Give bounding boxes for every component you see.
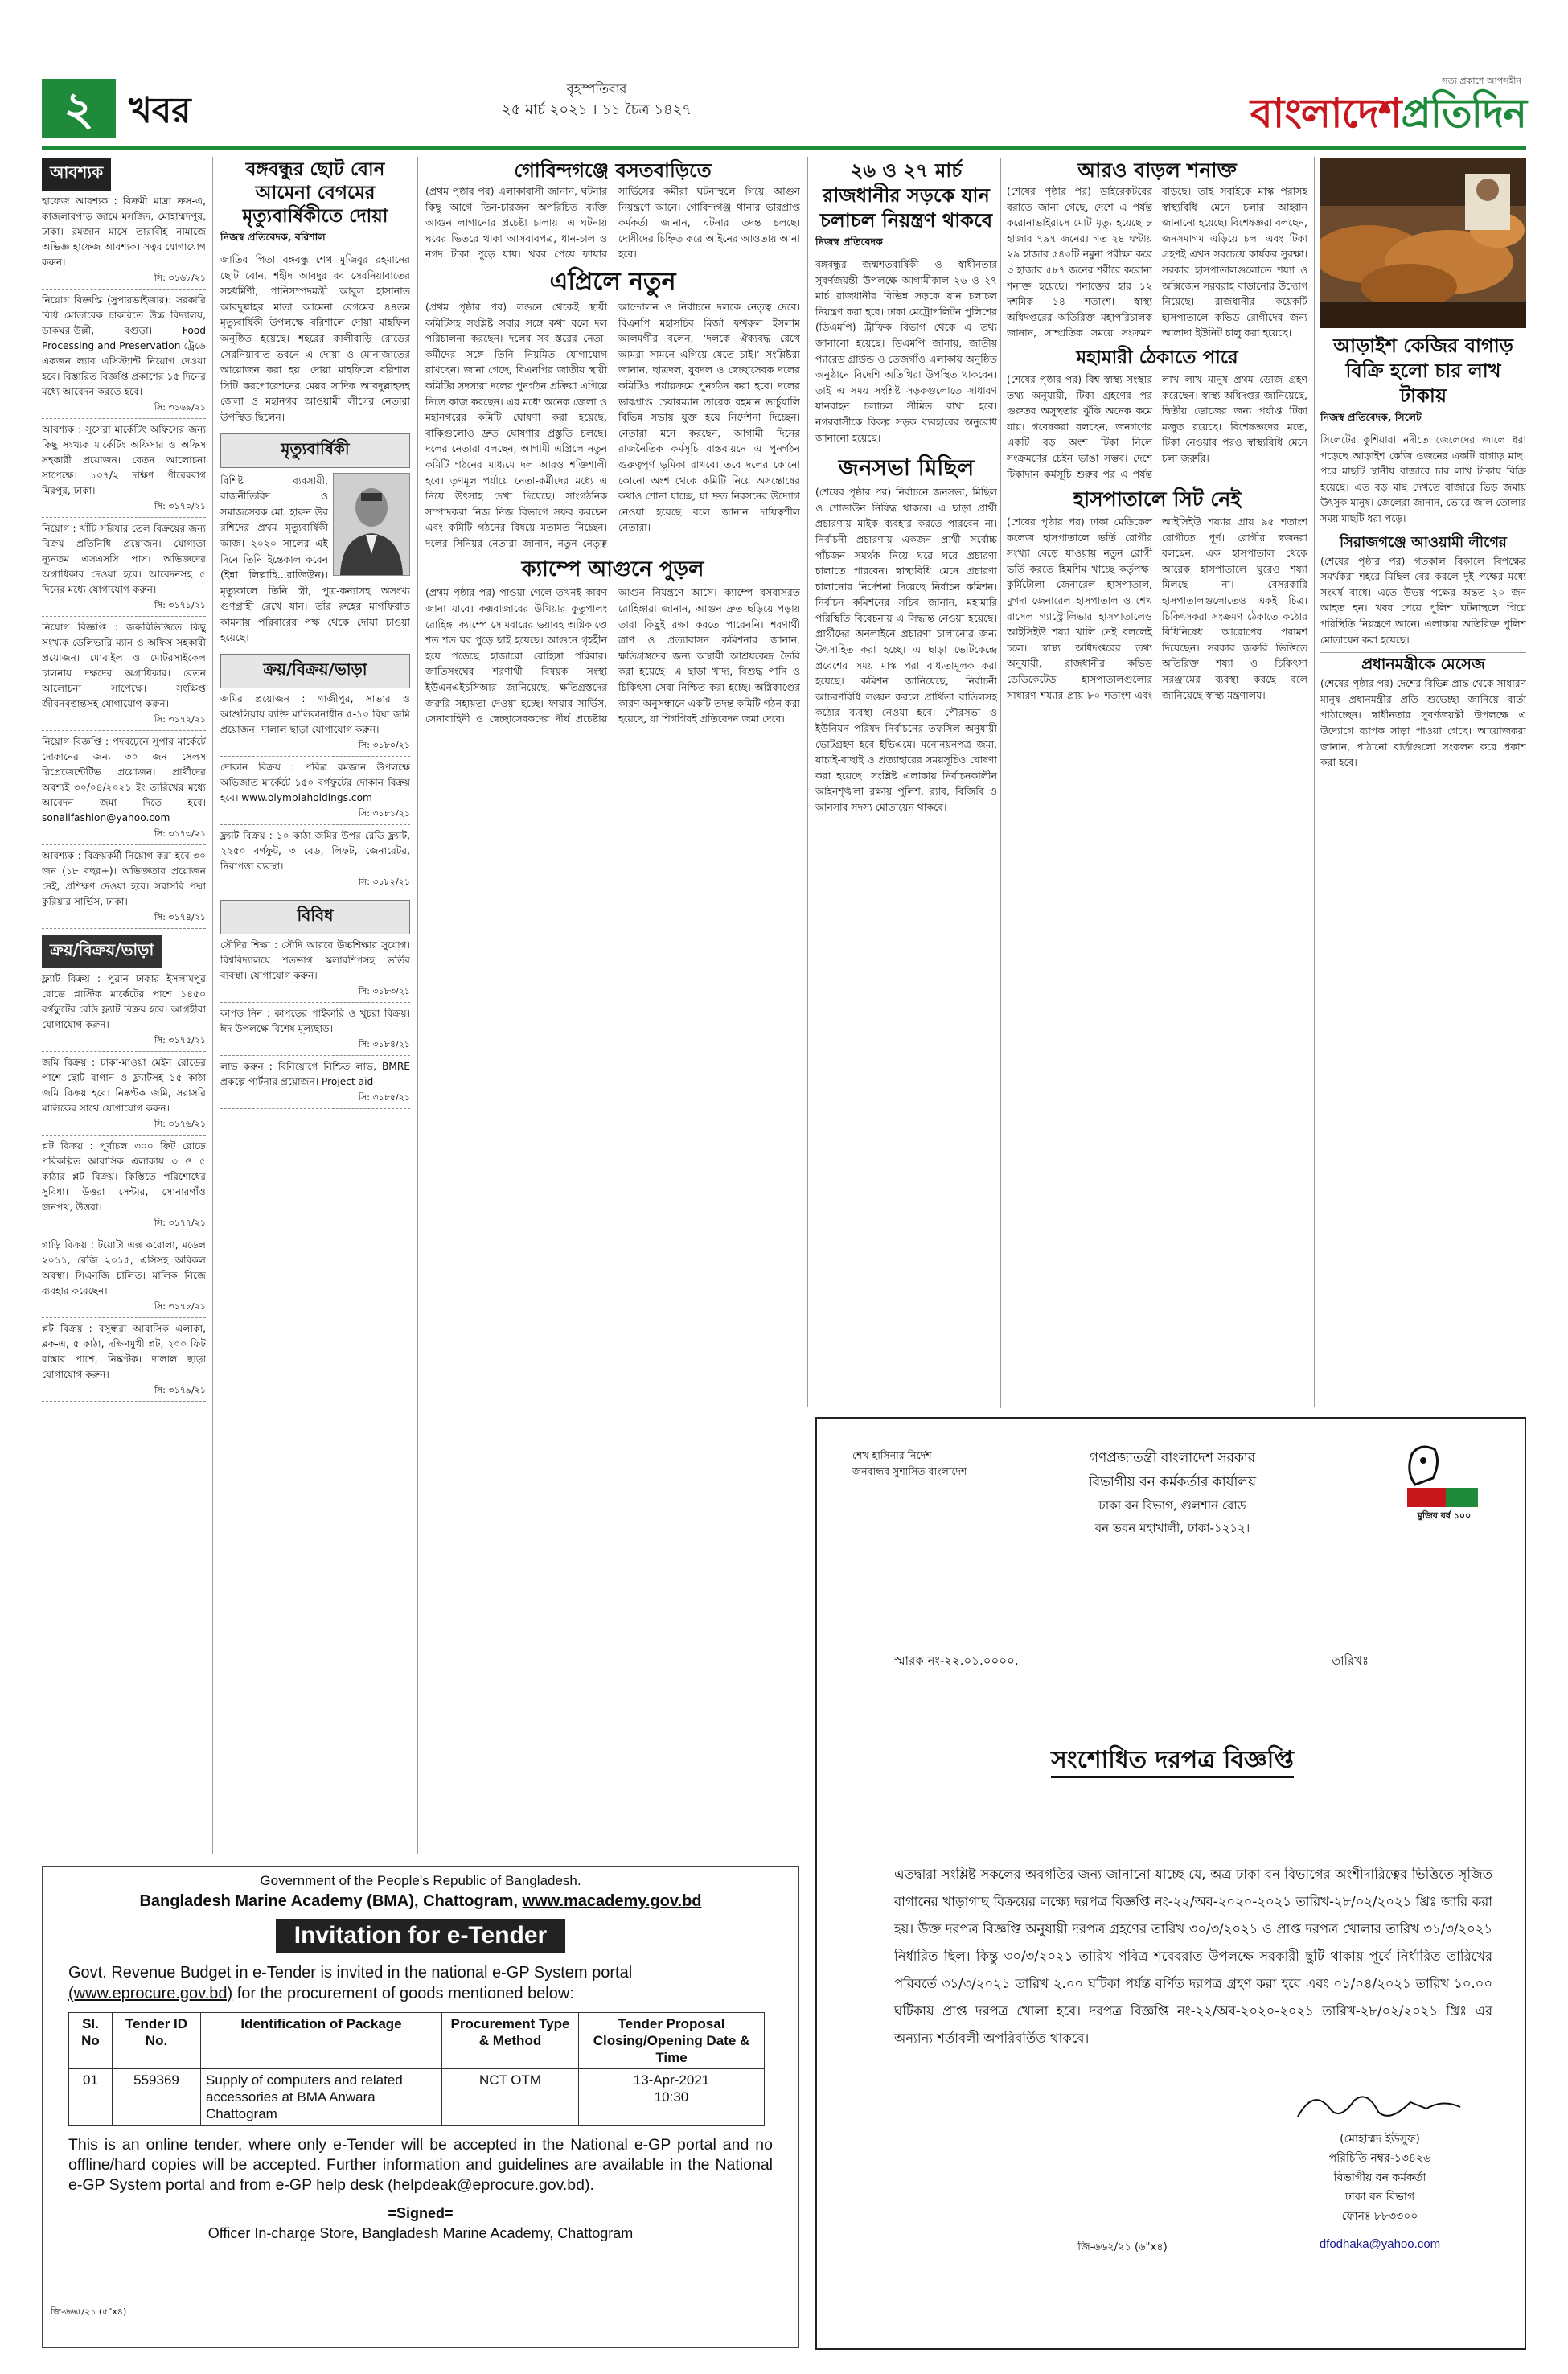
classified-ad [42,518,206,617]
bma-org-line [43,1892,798,1911]
classified-ad-text: প্লট বিক্রয় : পূর্বাচল ৩০০ ফিট রোডে পরিকল্পিত আবাসিক এলাকায় ৩ ও ৫ কাঠার প্লট বিক্রয়। কিস্তিতে পরিশোধের সুবিধা। উত্তরা সেন্টার, সোনারগাঁও জনপথ, উত্তরা। [42,1140,206,1213]
revised-tender-body: এতদ্বারা সংশ্লিষ্ট সকলের অবগতির জন্য জানানো যাচ্ছে যে, অত্র ঢাকা বন বিভাগের অংশীদারিত্বের ভিত্তিতে সৃজিত বাগানের খাড়াগাছ বিক্রয়ের লক্ষ্যে দরপত্র বিজ্ঞপ্তি নং-২২/অব-২০২০-২০২১ তারিখ-২৮/০২/২০২১ খ্রিঃ জারি করা হয়। উক্ত দরপত্র বিজ্ঞপ্তি অনুযায়ী দরপত্র গ্রহণের তারিখ ৩০/৩/২০২১ ও প্রাপ্ত দরপত্র খোলার তারিখ ৩১/৩/২০২১ নির্ধারিত ছিল। কিন্তু ৩০/৩/২০২১ তারিখ পবিত্র শবেবরাত উপলক্ষে সরকারী ছুটি থাকায় পূর্বে নির্ধারিত তারিখের পরিবর্তে ৩১/৩/২০২১ তারিখ ২.০০ ঘটিকা পর্যন্ত বর্ণিত দরপত্র গ্রহণ করা হবে এবং ০১/০৪/২০২১ তারিখ ১০.০০ ঘটিকায় প্রাপ্ত দরপত্র খোলা হবে। দরপত্র বিজ্ঞপ্তি নং-২২/অব-২০২০-২০২১ তারিখ-২৮/০২/২০২১ খ্রিঃ এর অন্যান্য শর্তাবলী অপরিবর্তিত থাকবে। [894,1867,1492,2046]
fish-market-photo [1320,158,1526,328]
classified-ad [220,757,410,825]
bma-intro [68,1962,773,2004]
classified-ad [42,1318,206,1402]
headline-gobindaganj[interactable]: গোবিন্দগঞ্জে বসতবাড়িতে [514,158,712,182]
signer-name: (মোহাম্মদ ইউসুফ) [1340,2133,1420,2146]
classified-ad [220,1056,410,1109]
article-gobindaganj: (প্রথম পৃষ্ঠার পর) এলাকাবাসী জানান, ঘটনার কিছু আগে তিন-চারজন অপরিচিত ব্যক্তি আগুন লাগানোর প্রচেষ্টা চালায়। এ ঘটনায় ঘরের ভিতরে থাকা আসবাবপত্র, ধান-চাল ও নগদ টাকা পুড়ে যায়। খবর পেয়ে ফায়ার সার্ভিসের কর্মীরা ঘটনাস্থলে গিয়ে আগুন নিয়ন্ত্রণে আনে। গোবিন্দগঞ্জ থানার ভারপ্রাপ্ত কর্মকর্তা জানান, ঘটনার তদন্ত চলছে। দোষীদের চিহ্নিত করে আইনের আওতায় আনা হবে। [425,185,800,261]
classified-ad-text: নিয়োগ বিজ্ঞপ্তি : জরুরিভিত্তিতে কিছু সংখ্যক ডেলিভারি ম্যান ও অফিস সহকারী প্রয়োজন। মোবাইল ও মোটরসাইকেল চালনায় দক্ষদের অগ্রাধিকার। বেতন আলোচনা সাপেক্ষে। সংক্ষিপ্ত জীবনবৃত্তান্তসহ যোগাযোগ করুন। [42,622,206,709]
gov-header [1012,1446,1333,1539]
classified-ad [42,617,206,731]
sale-heading-col2: ক্রয়/বিক্রয়/ভাড়া [220,654,410,688]
signer-office: ঢাকা বন বিভাগ [1344,2191,1415,2204]
classified-ad-text: প্লট বিক্রয় : বসুন্ধরা আবাসিক এলাকা, ব্লক-এ, ৫ কাঠা, দক্ষিণমুখী প্লট, ২০০ ফিট রাস্তার পাশে, নিষ্কণ্টক। দালাল ছাড়া যোগাযোগ করুন। [42,1323,206,1380]
col-header-closing-date: Tender Proposal Closing/Opening Date & Time [579,2013,765,2069]
classified-ad [42,731,206,845]
column-divider [417,157,418,1854]
gov-motto: শেখ হাসিনার নির্দেশ জনবান্ধব সুশাসিত বাংলাদেশ [852,1449,967,1477]
classified-ad-code: সি: ৩১৮২/২১ [358,877,410,888]
bma-note-text: This is an online tender, where only e-Tender will be accepted in the National e-GP portal and no offline/hard copies will be accepted. Further information and guidelines are available in the National e-GP System portal and from e-GP help desk [68,2136,773,2194]
classified-ad [42,1234,206,1318]
bma-intro-2: for the procurement of goods mentioned below: [236,1985,574,2002]
signature [1290,2084,1475,2130]
classified-list-col2 [220,688,410,893]
classified-heading-needed: আবশ্যক [42,158,111,191]
classified-ad [220,825,410,893]
signer-title: বিভাগীয় বন কর্মকর্তা [1333,2171,1426,2184]
eprocure-link[interactable]: (www.eprocure.gov.bd) [68,1985,233,2002]
classifieds-column [42,158,206,1854]
cell-closing-date-time: 10:30 [654,2089,689,2105]
classified-ad-text: কাপড় নিন : কাপড়ের পাইকারি ও খুচরা বিক্রয়। ঈদ উপলক্ষে বিশেষ মূল্যছাড়। [220,1008,410,1035]
egp-helpdesk-email[interactable]: (helpdeak@eprocure.gov.bd). [388,2176,594,2194]
obituary-heading: মৃত্যুবার্ষিকী [220,433,410,468]
classified-ad [220,1003,410,1056]
portrait-photo [333,473,410,576]
classified-ad-code: সি: ৩১৭৫/২১ [154,1035,206,1045]
classified-ad-text: জমির প্রয়োজন : গাজীপুর, সাভার ও আশুলিয়ায় ব্যক্তি মালিকানাধীন ৫-১০ বিঘা জমি প্রয়োজন। দালাল ছাড়া যোগাযোগ করুন। [220,693,410,736]
gov-email-link[interactable]: dfodhaka@yahoo.com [1319,2237,1441,2251]
classified-ad-text: ফ্ল্যাট বিক্রয় : ১০ কাঠা জমির উপর রেডি ফ্ল্যাট, ২২৫০ বর্গফুট, ৩ বেড, লিফট, জেনারেটর, নিরাপত্তা ব্যবস্থা। [220,830,410,873]
classified-ad [42,1136,206,1234]
headline-traffic[interactable]: ২৬ ও ২৭ মার্চ রাজধানীর সড়কে যান চলাচল নিয়ন্ত্রণ থাকবে [819,158,993,232]
cell-closing-date [579,2069,765,2126]
misc-list [220,934,410,1109]
gov-header-line: বন ভবন মহাখালী, ঢাকা-১২১২। [1094,1521,1250,1535]
newspaper-logo[interactable] [1108,72,1526,142]
classified-ad-text: জমি বিক্রয় : ঢাকা-মাওয়া মেইন রোডের পাশে ছোট বাগান ও ফ্ল্যাটসহ ১৫ কাঠা জমি বিক্রয় হবে। নিষ্কণ্টক জমি, সরাসরি মালিকের সাথে যোগাযোগ করুন। [42,1057,206,1114]
classified-ad [42,419,206,518]
obituary-text: বিশিষ্ট ব্যবসায়ী, রাজনীতিবিদ ও সমাজসেবক মো. হারুন উর রশিদের প্রথম মৃত্যুবার্ষিকী আজ। ২০২০ সালের এই দিনে তিনি ইন্তেকাল করেন (ইন্না লিল্লাহি...রাজিউন)। মৃত্যুকালে তিনি স্ত্রী, পুত্র-কন্যাসহ অসংখ্য গুণগ্রাহী রেখে যান। তাঁর রুহের মাগফিরাত কামনায় পরিবারের পক্ষ থেকে দোয়া চাওয়া হয়েছে। [220,474,410,644]
tender-table-header [69,2013,765,2069]
classified-ad [42,1052,206,1136]
article-traffic: বঙ্গবন্ধুর জন্মশতবার্ষিকী ও স্বাধীনতার সুবর্ণজয়ন্তী উপলক্ষে আগামীকাল ২৬ ও ২৭ মার্চ রাজধানীর বিভিন্ন সড়কে যান চলাচল নিয়ন্ত্রণ করা হবে। ঢাকা মেট্রোপলিটন পুলিশের (ডিএমপি) ট্রাফিক বিভাগ থেকে এ তথ্য জানানো হয়েছে। ডিএমপি জানায়, জাতীয় প্যারেড গ্রাউন্ড ও তেজগাঁও এলাকায় অনুষ্ঠিত অনুষ্ঠানে বিদেশি অতিথিরা উপস্থিত থাকবেন। তাই এ সময় সংশ্লিষ্ট সড়কগুলোতে সাধারণ যানবাহন চলাচল সীমিত রাখা হবে। নগরবাসীকে বিকল্প সড়ক ব্যবহারের অনুরোধ জানানো হয়েছে। [815,258,997,444]
byline-sylhet: নিজস্ব প্রতিবেদক, সিলেট [1320,411,1422,423]
classified-ad-code: সি: ৩১৮১/২১ [358,808,410,819]
bma-org-name: Bangladesh Marine Academy (BMA), Chattogram, [139,1892,518,1910]
headline-hospital[interactable]: হাসপাতালে সিট নেই [1073,487,1242,511]
section-title: খবর [129,90,191,131]
article-amena-begum: জাতির পিতা বঙ্গবন্ধু শেখ মুজিবুর রহমানের ছোট বোন, শহীদ আবদুর রব সেরনিয়াবাতের সহধর্মিণী, পানিসম্পদমন্ত্রী আবুল হাসানাত আবদুল্লাহর মাতা আমেনা বেগমের ৪৪তম মৃত্যুবার্ষিকী উপলক্ষে বরিশালে দোয়া মাহফিল অনুষ্ঠিত হয়েছে। শহরের কালীবাড়ি রোডের সেরনিয়াবাত ভবনে এ দোয়া ও মোনাজাতের আয়োজন করা হয়। দোয়া মাহফিলে বরিশাল সিটি করপোরেশনের মেয়র সাদিক আবদুল্লাহসহ জেলা ও মহানগর আওয়ামী লীগের নেতারা উপস্থিত ছিলেন। [220,253,410,423]
classified-ad [42,845,206,929]
column-divider [1314,157,1315,1407]
article-pm-message: (শেষের পৃষ্ঠার পর) দেশের বিভিন্ন প্রান্ত থেকে সাধারণ মানুষ প্রধানমন্ত্রীর প্রতি শুভেচ্ছা জানিয়ে বার্তা পাঠাচ্ছেন। স্বাধীনতার সুবর্ণজয়ন্তী উপলক্ষে এ উদ্যোগে ব্যাপক সাড়া পাওয়া গেছে। আয়োজকরা জানান, পাঠানো বার্তাগুলো সংকলন করে প্রকাশ করা হবে। [1320,677,1526,769]
article-pandemic: (শেষের পৃষ্ঠার পর) বিশ্ব স্বাস্থ্য সংস্থার তথ্য অনুযায়ী, টিকা গ্রহণের পর গুরুতর অসুস্থতার ঝুঁকি অনেক কমে যায়। গবেষকরা বলছেন, জনগণের একটি বড় অংশ টিকা নিলে সংক্রমণের চেইন ভাঙা সম্ভব। দেশে টিকাদান কর্মসূচি শুরুর পর এ পর্যন্ত লাখ লাখ মানুষ প্রথম ডোজ গ্রহণ করেছেন। স্বাস্থ্য অধিদপ্তর জানিয়েছে, দ্বিতীয় ডোজের জন্য পর্যাপ্ত টিকা মজুত রয়েছে। বিশেষজ্ঞদের মতে, টিকা নেওয়ার পরও স্বাস্থ্যবিধি মেনে চলা জরুরি। [1007,372,1307,480]
article-covid: (শেষের পৃষ্ঠার পর) ডাইরেকটরের বরাতে জানা গেছে, দেশে এ পর্যন্ত করোনাভাইরাসে মোট মৃত্যু হয়েছে ৮ হাজার ৭৯৭ জনের। গত ২৪ ঘণ্টায় ২৯ হাজার ৫৪০টি নমুনা পরীক্ষা করে ৩ হাজার ৫৮৭ জনের শরীরে করোনা শনাক্ত হয়েছে। শনাক্তের হার ১২ দশমিক ১৪ শতাংশ। স্বাস্থ্য অধিদপ্তরের অতিরিক্ত মহাপরিচালক জানান, সাম্প্রতিক সময়ে সংক্রমণ বাড়ছে। তাই সবাইকে মাস্ক পরাসহ স্বাস্থ্যবিধি মেনে চলার আহ্বান জানানো হয়েছে। বিশেষজ্ঞরা বলছেন, জনসমাগম এড়িয়ে চলা এবং টিকা গ্রহণই এখন সবচেয়ে কার্যকর সুরক্ষা। সরকার হাসপাতালগুলোতে শয্যা ও অক্সিজেন সরবরাহ বাড়ানোর উদ্যোগ নিয়েছে। রাজধানীর কয়েকটি হাসপাতালে কভিড রোগীদের জন্য আলাদা ইউনিট চালু করা হয়েছে। [1007,185,1307,339]
cell-sl: 01 [69,2069,113,2126]
classified-ad [42,191,206,290]
article-sirajganj: (শেষের পৃষ্ঠার পর) গতকাল বিকালে বিপক্ষের সমর্থকরা শহরে মিছিল বের করলে দুই পক্ষের মধ্যে সংঘর্ষ বাধে। এতে উভয় পক্ষের অন্তত ২০ জন আহত হন। খবর পেয়ে পুলিশ ঘটনাস্থলে গিয়ে পরিস্থিতি নিয়ন্ত্রণে আনে। এলাকায় অতিরিক্ত পুলিশ মোতায়েন করা হয়েছে। [1320,554,1526,646]
col-header-tender-id: Tender ID No. [113,2013,201,2069]
date-text: ২৫ মার্চ ২০২১ । ১১ চৈত্র ১৪২৭ [501,101,692,118]
bma-signed: =Signed= [388,2205,454,2221]
classified-ad-code: সি: ৩১৮৪/২১ [358,1039,410,1050]
bma-website-link[interactable]: www.macademy.gov.bd [522,1892,702,1910]
col-header-method: Procurement Type & Method [442,2013,579,2069]
column-three [425,158,800,1854]
misc-heading: বিবিধ [220,900,410,934]
column-six [1320,158,1526,1408]
mujib-logo-text: মুজিব বর্ষ ১০০ [1417,1510,1472,1521]
classified-heading-sale: ক্রয়/বিক্রয়/ভাড়া [42,935,162,968]
classified-ad-code: সি: ৩১৭১/২১ [154,600,206,610]
article-hospital: (শেষের পৃষ্ঠার পর) ঢাকা মেডিকেল কলেজ হাসপাতালে ভর্তি রোগীর সংখ্যা বেড়ে যাওয়ায় নতুন রোগী ভর্তি করতে হিমশিম খাচ্ছে কর্তৃপক্ষ। কুর্মিটোলা জেনারেল হাসপাতাল, মুগদা জেনারেল হাসপাতাল ও শেখ রাসেল গ্যাস্ট্রোলিভার হাসপাতালেও আইসিইউ শয্যা খালি নেই বললেই চলে। স্বাস্থ্য অধিদপ্তরের তথ্য অনুযায়ী, রাজধানীর কভিড ডেডিকেটেড হাসপাতালগুলোর সাধারণ শয্যার প্রায় ৮০ শতাংশ এবং আইসিইউ শয্যার প্রায় ৯৫ শতাংশ রোগীতে পূর্ণ। রোগীর স্বজনরা বলছেন, এক হাসপাতাল থেকে আরেক হাসপাতালে ঘুরেও শয্যা মিলছে না। বেসরকারি হাসপাতালগুলোতেও একই চিত্র। চিকিৎসকরা সংক্রমণ ঠেকাতে কঠোর বিধিনিষেধ আরোপের পরামর্শ দিয়েছেন। সরকার জরুরি ভিত্তিতে অতিরিক্ত শয্যা ও চিকিৎসা সরঞ্জামের ব্যবস্থা করছে বলে জানিয়েছে স্বাস্থ্য মন্ত্রণালয়। [1007,515,1307,701]
classified-ad-text: লাভ করুন : বিনিয়োগে নিশ্চিত লাভ, BMRE প্রকল্পে পার্টনার প্রয়োজন। Project aid [220,1061,410,1088]
tender-table [68,2012,765,2126]
bma-tender-title: Invitation for e-Tender [276,1919,565,1953]
classified-ad-text: গাড়ি বিক্রয় : টয়োটা এক্স করোলা, মডেল ২০১১, রেজি ২০১৫, এসিসহ অবিকল অবস্থা। সিএনজি চালিত। মালিক নিজে ব্যবহার করেছেন। [42,1239,206,1296]
revised-tender-title-text: সংশোধিত দরপত্র বিজ্ঞপ্তি [1051,1746,1294,1778]
page-number: ২ [42,79,116,138]
cell-tender-id: 559369 [113,2069,201,2126]
classified-ad-text: নিয়োগ : খাঁটি সরিষার তেল বিক্রয়ের জন্য বিক্রয় প্রতিনিধি প্রয়োজন। যোগ্যতা ন্যূনতম এসএসসি পাস। অভিজ্ঞদের অগ্রাধিকার দেওয়া হবে। আবেদনসহ ৫ দিনের মধ্যে যোগাযোগ করুন। [42,523,206,595]
article-rally: (শেষের পৃষ্ঠার পর) নির্বাচনে জনসভা, মিছিল ও শোডাউন নিষিদ্ধ থাকবে। এ ছাড়া প্রার্থী প্রচারণায় মাইক ব্যবহার করতে পারবেন না। নির্বাচনী প্রচারণায় একজন প্রার্থী সর্বোচ্চ পাঁচজন সমর্থক নিয়ে ঘরে ঘরে প্রচারণা চালাতে পারবেন। স্বাস্থ্যবিধি মেনে প্রচারণা চালানোর নির্দেশনা দিয়েছে নির্বাচন কমিশন। নির্বাচন কমিশনের সচিব জানান, মহামারি পরিস্থিতি বিবেচনায় এ সিদ্ধান্ত নেওয়া হয়েছে। প্রার্থীদের অনলাইনে প্রচারণা চালানোর জন্য উৎসাহিত করা হচ্ছে। এ ছাড়া ভোটকেন্দ্রে প্রবেশের সময় মাস্ক পরা বাধ্যতামূলক করা হয়েছে। কমিশন জানিয়েছে, নির্বাচনী আচরণবিধি লঙ্ঘন করলে প্রার্থিতা বাতিলসহ কঠোর ব্যবস্থা নেওয়া হবে। পৌরসভা ও ইউনিয়ন পরিষদ নির্বাচনের তফসিল অনুযায়ী ভোটগ্রহণ হবে ইভিএমে। মনোনয়নপত্র জমা, যাচাই-বাছাই ও প্রত্যাহারের সময়সূচিও ঘোষণা করা হয়েছে। সংশ্লিষ্ট এলাকায় নির্বাচনকালীন আইনশৃঙ্খলা রক্ষায় পুলিশ, র‌্যাব, বিজিবি ও আনসার সদস্য মোতায়েন থাকবে। [815,486,997,813]
classified-ad [42,968,206,1052]
classified-ad-code: সি: ৩১৭৯/২১ [154,1385,206,1395]
headline-pandemic[interactable]: মহামারী ঠেকাতে পারে [1076,346,1238,368]
headline-bagar-fish[interactable]: আড়াইশ কেজির বাগাড় বিক্রি হলো চার লাখ টাকায় [1333,334,1513,407]
article-rohingya-camp: (প্রথম পৃষ্ঠার পর) পাওয়া গেলে তখনই কারণ জানা যাবে। কক্সবাজারের উখিয়ার কুতুপালং রোহিঙ্গা ক্যাম্পে সোমবারের ভয়াবহ অগ্নিকাণ্ডে শত শত ঘর পুড়ে ছাই হয়েছে। আগুনে গৃহহীন হয়ে পড়েছে হাজারো রোহিঙ্গা পরিবার। জাতিসংঘের শরণার্থী বিষয়ক সংস্থা ইউএনএইচসিআর জানিয়েছে, ক্ষতিগ্রস্তদের জরুরি সহায়তা দেওয়া হচ্ছে। ফায়ার সার্ভিস, সেনাবাহিনী ও স্বেচ্ছাসেবকদের দীর্ঘ প্রচেষ্টায় আগুন নিয়ন্ত্রণে আসে। ক্যাম্পে বসবাসরত রোহিঙ্গারা জানান, আগুন দ্রুত ছড়িয়ে পড়ায় তারা কিছুই রক্ষা করতে পারেননি। শরণার্থী ত্রাণ ও প্রত্যাবাসন কমিশনার জানান, ক্ষতিগ্রস্তদের জন্য অস্থায়ী আশ্রয়কেন্দ্র তৈরি করা হয়েছে। এ ছাড়া খাদ্য, বিশুদ্ধ পানি ও চিকিৎসা সেবা নিশ্চিত করা হচ্ছে। অগ্নিকাণ্ডের কারণ অনুসন্ধানে একটি তদন্ত কমিটি গঠন করা হয়েছে, যা শিগগিরই প্রতিবেদন জমা দেবে। [425,586,800,725]
bma-etender-notice [42,1866,799,2348]
classified-ad-text: নিয়োগ বিজ্ঞপ্তি (সুপারভাইজার): সরকারি বিধি মোতাবেক চাকরিতে উচ্চ বিদ্যালয়, ডাকঘর-উল্লী, বগুড়া। Food Processing and Preservation ট্রেডে একজন ল্যাব এসিস্ট্যান্ট নিয়োগ দেওয়া হবে। বিস্তারিত বিজ্ঞপ্তি প্রকাশের ১৫ দিনের মধ্যে আবেদন করতে হবে। [42,294,206,397]
cell-package: Supply of computers and related accessories at BMA Anwara Chattogram [201,2069,442,2126]
bma-note [68,2135,773,2195]
classified-ad-code: সি: ৩১৭৭/২১ [154,1218,206,1228]
classified-ad-code: সি: ৩১৮৩/২১ [358,986,410,997]
headline-april[interactable]: এপ্রিলে নতুন [549,267,676,296]
cell-method: NCT OTM [442,2069,579,2126]
classified-ad [42,290,206,419]
table-row [69,2069,765,2126]
classified-ad-text: হাফেজ আবশ্যক : বিক্রমী মাদ্রা ক্রস-এ, কাজলারপাড় জামে মসজিদ, মোহাম্মদপুর, ঢাকা। রমজান মাসে তারাবীহ নামাজে অভিজ্ঞ হাফেজ আবশ্যক। সত্বর যোগাযোগ করুন। [42,195,206,268]
classified-ad-text: ফ্ল্যাট বিক্রয় : পুরান ঢাকার ইসলামপুর রোডে প্লাস্টিক মার্কেটের পাশে ১৪৫০ বর্গফুটের রেডি ফ্ল্যাট বিক্রয় হবে। আগ্রহীরা যোগাযোগ করুন। [42,973,206,1030]
classified-ad-text: নিয়োগ বিজ্ঞপ্তি : পদবঢ়েনে সুপার মার্কেটে দোকানের জন্য ৩০ জন সেলস রিপ্রেজেন্টেটিভ প্রয়োজন। প্রার্থীদের অবশ্যই ৩০/০৪/২০২১ ইং তারিখের মধ্যে আবেদন জমা দিতে হবে। sonalifashion@yahoo.com [42,736,206,824]
memo-date-label: তারিখঃ [1332,1653,1369,1668]
column-five [1007,158,1307,1408]
headline-rohingya-camp[interactable]: ক্যাম্পে আগুনে পুড়ল [521,557,704,582]
column-divider [807,157,808,1407]
mujib-borsho-logo [1396,1438,1492,1526]
day-name: বৃহস্পতিবার [566,81,627,97]
memo-number: স্মারক নং-২২.০১.০০০০. [894,1653,1019,1668]
signer-phone: ফোনঃ ৮৮৩৩০০ [1341,2210,1418,2223]
classified-list-needed [42,191,206,929]
masthead [42,72,1526,142]
signer-id: পরিচিতি নম্বর-১৩৪২৬ [1328,2152,1431,2165]
classified-ad-text: আবশ্যক : সুসেরা মার্কেটিং অফিসের জন্য কিছু সংখ্যক মার্কেটিং অফিসার ও অফিস সহকারী প্রয়োজন। বেতন আলোচনা সাপেক্ষে। ১০৭/২ দক্ষিণ পীরেরবাগ মিরপুর, ঢাকা। [42,424,206,496]
column-four [815,158,997,1408]
classified-ad-text: সৌদির শিক্ষা : সৌদি আরবে উচ্চশিক্ষার সুযোগ। বিশ্ববিদ্যালয়ে শতভাগ স্কলারশিপসহ ভর্তির ব্যবস্থা। যোগাযোগ করুন। [220,939,410,982]
classified-ad-code: সি: ৩১৭২/২১ [154,714,206,725]
article-bagar-fish: সিলেটের কুশিয়ারা নদীতে জেলেদের জালে ধরা পড়েছে আড়াইশ কেজি ওজনের একটি বাগাড় মাছ। পরে মাছটি স্থানীয় বাজারে চার লাখ টাকায় বিক্রি হয়েছে। এত বড় মাছ দেখতে বাজারে ভিড় জমায় উৎসুক মানুষ। জেলেরা জানান, ভোরে জাল তোলার সময় মাছটি ধরা পড়ে। [1320,433,1526,524]
classified-ad-text: দোকান বিক্রয় : পবিত্র রমজান উপলক্ষে অভিজাত মার্কেটে ১৫০ বর্গফুটের দোকান বিক্রয় হবে। www.olympiaholdings.com [220,762,410,804]
classified-ad-code: সি: ৩১৬৯/২১ [154,402,206,413]
gov-header-line: বিভাগীয় বন কর্মকর্তার কার্যালয় [1088,1474,1257,1490]
classified-ad-code: সি: ৩১৭০/২১ [154,501,206,511]
byline-barishal: নিজস্ব প্রতিবেদক, বরিশাল [220,231,326,243]
bma-intro-1: Govt. Revenue Budget in e-Tender is invited in the national e-GP System portal [68,1964,633,1982]
column-divider [212,157,213,1854]
signature-block [1267,2130,1492,2226]
logo-main: বাংলাদেশ [1250,89,1402,137]
bma-gd-number: জি-৬৬৫/২১ (৫"x৪) [51,2306,127,2317]
classified-ad-code: সি: ৩১৭৪/২১ [154,912,206,922]
forest-tender-notice [815,1417,1526,2350]
bma-officer: Officer In-charge Store, Bangladesh Marine Academy, Chattogram [207,2225,634,2241]
cell-closing-date-day: 13-Apr-2021 [633,2072,710,2088]
column-divider [1000,158,1001,1408]
col-header-package: Identification of Package [201,2013,442,2069]
headline-pm-message[interactable]: প্রধানমন্ত্রীকে মেসেজ [1320,652,1526,676]
classified-ad-text: আবশ্যক : বিক্রয়কর্মী নিয়োগ করা হবে ৩০ জন (১৮ বছর+)। অভিজ্ঞতার প্রয়োজন নেই, প্রশিক্ষণ দেওয়া হবে। সরাসরি পদ্মা কুরিয়ার সার্ভিস, ঢাকা। [42,850,206,907]
masthead-rule [42,146,1526,150]
bma-gov-line: Government of the People's Republic of Bangladesh. [260,1873,581,1888]
headline-amena-begum[interactable]: বঙ্গবন্ধুর ছোট বোন আমেনা বেগমের মৃত্যুবার্ষিকীতে দোয়া [242,158,388,227]
column-two [220,158,410,1854]
classified-ad [220,688,410,757]
byline-staff: নিজস্ব প্রতিবেদক [815,236,883,248]
classified-ad-code: সি: ৩১৮০/২১ [358,740,410,751]
col-header-sl: Sl. No [69,2013,113,2069]
article-april: (প্রথম পৃষ্ঠার পর) লন্ডনে থেকেই স্থায়ী কমিটিসহ সংশ্লিষ্ট সবার সঙ্গে কথা বলে দল পরিচালনা করছেন। দলের সব স্তরের নেতা-কর্মীদের সঙ্গে তিনি নিয়মিত যোগাযোগ রাখছেন। জানা গেছে, বিএনপির জাতীয় স্থায়ী কমিটির সদস্যরা দলের পুনর্গঠন প্রক্রিয়া এগিয়ে নিতে কাজ করছেন। এর মধ্যে অনেক জেলা ও মহানগরের কমিটি ঘোষণা করা হয়েছে, বাকিগুলোও দ্রুত ঘোষণার প্রস্তুতি চলছে। দলের নেতারা বলছেন, আগামী এপ্রিলে নতুন কমিটি গঠনের মাধ্যমে দল আরও শক্তিশালী হবে। তৃণমূল পর্যায়ে নেতা-কর্মীদের মধ্যে এ নিয়ে উৎসাহ দেখা দিয়েছে। সাংগঠনিক সম্পাদকরা নিজ নিজ বিভাগে সফর করছেন এবং কমিটি গঠনের বিষয়ে মতামত নিচ্ছেন। দলের সিনিয়র নেতারা জানান, নতুন নেতৃত্ব আন্দোলন ও নির্বাচনে দলকে নেতৃত্ব দেবে। বিএনপি মহাসচিব মির্জা ফখরুল ইসলাম আলমগীর বলেন, ‘দলকে ঐক্যবদ্ধ রেখে আমরা সামনে এগিয়ে যেতে চাই।’ সংশ্লিষ্টরা জানান, ছাত্রদল, যুবদল ও স্বেচ্ছাসেবক দলের কমিটিও পর্যায়ক্রমে পুনর্গঠন করা হবে। দলের ভারপ্রাপ্ত চেয়ারম্যান তারেক রহমান ভার্চুয়ালি বিভিন্ন সভায় যুক্ত হয়ে নির্দেশনা দিচ্ছেন। নেতারা মনে করছেন, আগামী দিনের রাজনৈতিক কর্মসূচি বাস্তবায়নে এ পুনর্গঠন গুরুত্বপূর্ণ ভূমিকা রাখবে। তবে দলের কোনো কোনো অংশ থেকে কমিটি নিয়ে অসন্তোষের কথাও শোনা যাচ্ছে, যা দ্রুত নিরসনের উদ্যোগ নেওয়া হয়েছে বলে জানান দায়িত্বশীল নেতারা। [425,300,800,549]
headline-sirajganj[interactable]: সিরাজগঞ্জে আওয়ামী লীগের [1320,532,1526,553]
headline-covid[interactable]: আরও বাড়ল শনাক্ত [1077,158,1237,182]
classified-ad [220,934,410,1003]
gov-gd-number: জি-৬৬২/২১ (৬"x৪) [1077,2241,1168,2253]
classified-ad-code: সি: ৩১৭৬/২১ [154,1119,206,1129]
dateline [307,81,886,121]
logo-accent: প্রতিদিন [1401,89,1526,137]
classified-ad-code: সি: ৩১৮৫/২১ [358,1092,410,1103]
gov-header-line: গণপ্রজাতন্ত্রী বাংলাদেশ সরকার [1089,1450,1256,1466]
revised-tender-title [817,1740,1528,1781]
headline-rally[interactable]: জনসভা মিছিল [838,454,975,482]
classified-ad-code: সি: ৩১৭৮/২১ [154,1301,206,1312]
classified-list-sale [42,968,206,1402]
classified-ad-code: সি: ৩১৭৩/২১ [154,828,206,839]
logo-tagline: সত্য প্রকাশে আপসহীন [1442,76,1521,86]
classified-ad-code: সি: ৩১৬৮/২১ [154,273,206,283]
gov-header-line: ঢাকা বন বিভাগ, গুলশান রোড [1098,1498,1246,1513]
